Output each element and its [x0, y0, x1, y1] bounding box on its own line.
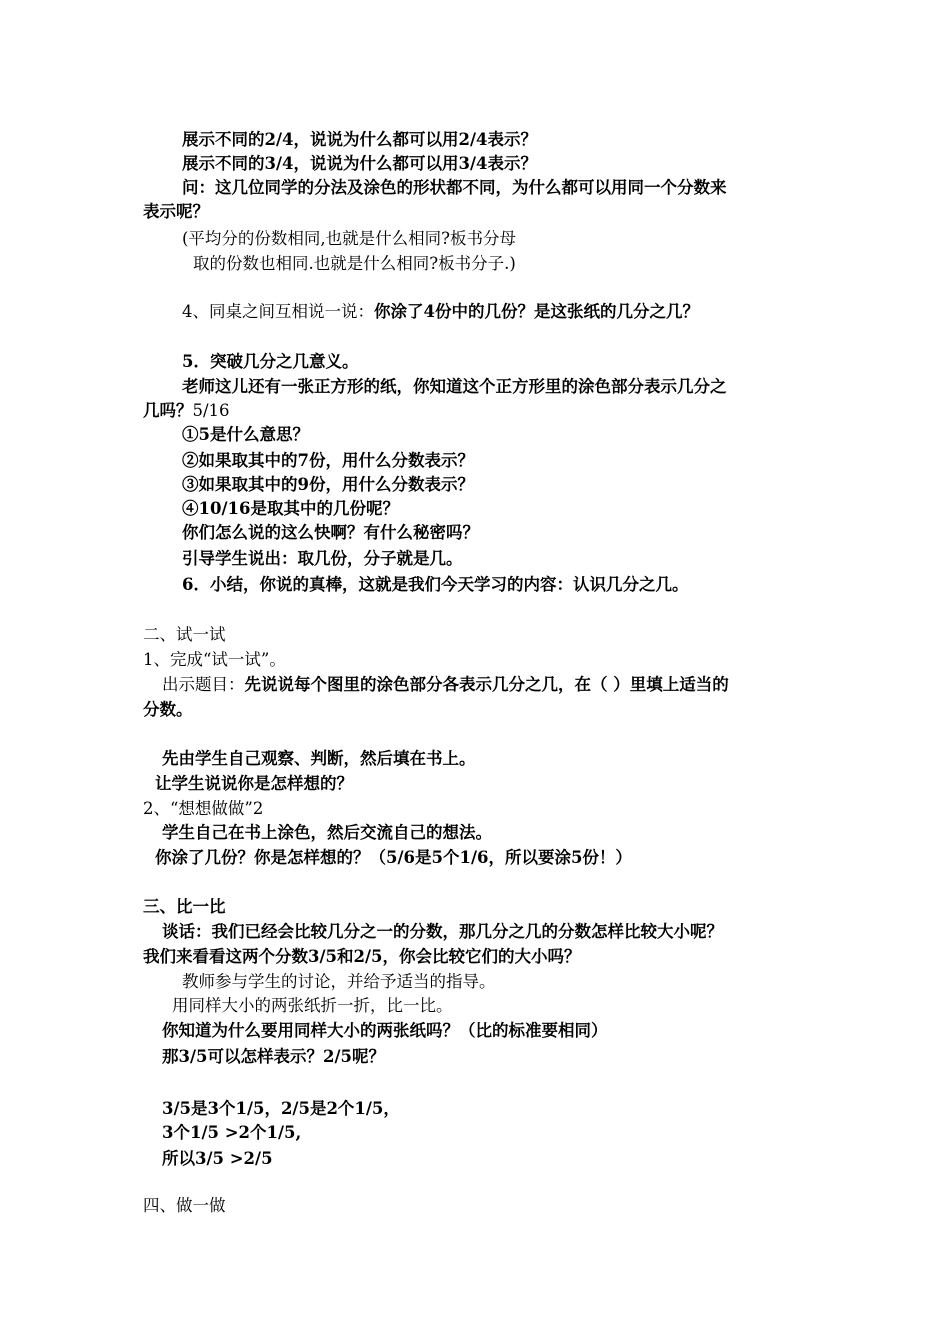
- text-line: [182, 547, 463, 571]
- text-segment: 取的份数也相同.也就是什么相同?板书分子.): [193, 254, 516, 273]
- text-line: [182, 300, 699, 324]
- text-segment: ②如果取其中的7份，用什么分数表示？: [182, 451, 474, 470]
- text-line: [155, 772, 353, 796]
- text-segment: 3个1/5 >2个1/5,: [162, 1123, 302, 1142]
- text-segment: 3/5是3个1/5，2/5是2个1/5，: [162, 1099, 400, 1118]
- text-segment: 引导学生说出：取几份，分子就是几。: [182, 549, 463, 568]
- text-segment: 分数。: [143, 700, 193, 719]
- text-line: [155, 846, 632, 870]
- text-line: [182, 128, 537, 152]
- text-line: [143, 648, 286, 672]
- text-line: [182, 449, 474, 473]
- text-segment: 先由学生自己观察、判断，然后填在书上。: [162, 749, 476, 768]
- text-segment: 2、“想想做做”2: [143, 799, 264, 818]
- text-line: [143, 623, 226, 647]
- text-segment: 展示不同的3/4，说说为什么都可以用3/4表示？: [182, 154, 537, 173]
- text-line: [172, 994, 453, 1018]
- text-segment: 你知道为什么要用同样大小的两张纸吗？（比的标准要相同）: [162, 1021, 608, 1040]
- text-line: [182, 521, 479, 545]
- text-segment: ③如果取其中的9份，用什么分数表示？: [182, 475, 474, 494]
- text-line: [182, 473, 474, 497]
- text-segment: 出示题目：: [162, 675, 245, 694]
- text-line: [162, 747, 476, 771]
- text-segment: 表示呢？: [143, 202, 209, 221]
- text-segment: 问：这几位同学的分法及涂色的形状都不同，为什么都可以用同一个分数来: [182, 178, 727, 197]
- text-line: [143, 895, 226, 919]
- text-line: [143, 200, 209, 224]
- text-segment: 5．突破几分之几意义。: [182, 352, 359, 371]
- text-segment: 学生自己在书上涂色，然后交流自己的想法。: [162, 823, 492, 842]
- text-line: [182, 573, 688, 597]
- text-line: [182, 423, 309, 447]
- text-segment: 老师这儿还有一张正方形的纸，你知道这个正方形里的涂色部分表示几分之: [182, 377, 727, 396]
- text-line: [182, 350, 358, 374]
- text-segment: 5/16: [192, 401, 230, 420]
- text-line: [143, 698, 193, 722]
- text-line: [182, 497, 399, 521]
- text-line: [143, 1194, 226, 1218]
- text-line: [162, 821, 492, 845]
- text-segment: 那3/5可以怎样表示？2/5呢？: [162, 1047, 385, 1066]
- text-segment: 我们来看看这两个分数3/5和2/5，你会比较它们的大小吗？: [143, 947, 581, 966]
- text-segment: ④10/16是取其中的几份呢？: [182, 499, 399, 518]
- text-line: [182, 375, 727, 399]
- text-segment: 先说说每个图里的涂色部分各表示几分之几，在（ ）里填上适当的: [244, 675, 729, 694]
- text-line: [162, 1019, 608, 1043]
- text-line: [143, 399, 230, 423]
- text-line: [193, 252, 516, 276]
- text-segment: 你们怎么说的这么快啊？有什么秘密吗？: [182, 523, 479, 542]
- text-line: [162, 1147, 273, 1171]
- text-segment: 用同样大小的两张纸折一折，比一比。: [172, 996, 453, 1015]
- text-segment: 所以3/5 >2/5: [162, 1149, 273, 1168]
- text-segment: 你涂了几份？你是怎样想的？（5/6是5个1/6，所以要涂5份！）: [155, 848, 632, 867]
- text-segment: ①5是什么意思？: [182, 425, 309, 444]
- text-line: [162, 673, 729, 697]
- text-segment: 三、比一比: [143, 897, 226, 916]
- text-line: [182, 152, 537, 176]
- text-segment: 你涂了4份中的几份？是这张纸的几分之几？: [374, 302, 699, 321]
- text-segment: 二、试一试: [143, 625, 226, 644]
- text-line: [182, 176, 727, 200]
- text-segment: 4、同桌之间互相说一说：: [182, 302, 374, 321]
- text-line: [162, 1045, 385, 1069]
- text-line: [162, 920, 723, 944]
- text-segment: 让学生说说你是怎样想的？: [155, 774, 353, 793]
- text-segment: (平均分的份数相同,也就是什么相同?板书分母: [182, 229, 517, 248]
- text-segment: 6．小结，你说的真棒，这就是我们今天学习的内容：认识几分之几。: [182, 575, 689, 594]
- text-line: [143, 945, 580, 969]
- text-segment: 教师参与学生的讨论，并给予适当的指导。: [182, 972, 496, 991]
- text-line: [182, 227, 516, 251]
- text-segment: 四、做一做: [143, 1196, 226, 1215]
- text-line: [143, 797, 263, 821]
- text-line: [182, 970, 496, 994]
- text-segment: 1、完成“试一试”。: [143, 650, 286, 669]
- text-line: [162, 1097, 400, 1121]
- text-segment: 谈话：我们已经会比较几分之一的分数，那几分之几的分数怎样比较大小呢？: [162, 922, 723, 941]
- text-segment: 几吗？: [143, 401, 193, 420]
- text-line: [162, 1121, 301, 1145]
- text-segment: 展示不同的2/4，说说为什么都可以用2/4表示？: [182, 130, 537, 149]
